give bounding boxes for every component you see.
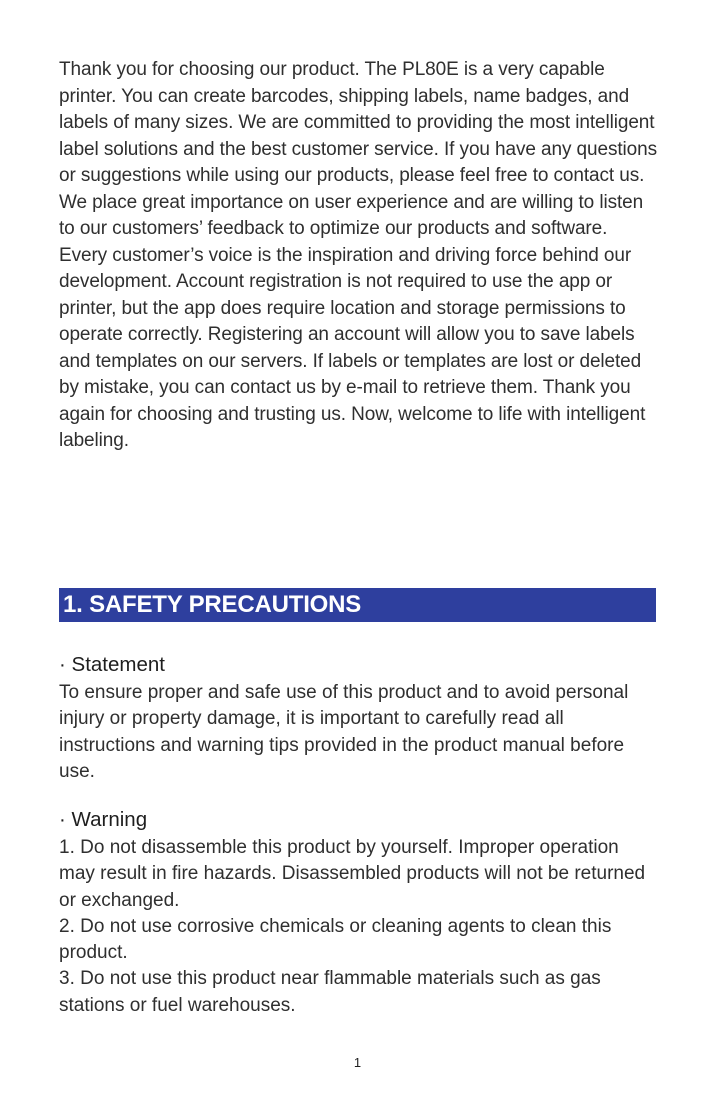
statement-text: To ensure proper and safe use of this product and to avoid personal injury or property damage, it is important to carefully read all instructions and warning tips provided in the product manual before use. <box>59 682 629 782</box>
warning-item-3: 3. Do not use this product near flammable materials such as gas stations or fuel warehouses. <box>59 968 601 1016</box>
statement-heading: · Statement <box>59 653 165 676</box>
warning-item-1: 1. Do not disassemble this product by yourself. Improper operation may result in fire hazards. Disassembled products will not be returned or exchanged. <box>59 837 646 911</box>
intro-paragraph: Thank you for choosing our product. The PL80E is a very capable printer. You can create barcodes, shipping labels, name badges, and labels of many sizes. We are committed to providing the most intelligent label solutions and the best customer service. If you have any questions or suggestions while using our products, please feel free to contact us. We place great importance on user experience and are willing to listen to our customers’ feedback to optimize our products and software. Every customer’s voice is the inspiration and driving force behind our development. Account registration is not required to use the app or printer, but the app does require location and storage permissions to operate correctly. Registering an account will allow you to save labels and templates on our servers. If labels or templates are lost or deleted by mistake, you can contact us by e-mail to retrieve them. Thank you again for choosing and trusting us. Now, welcome to life with intelligent labeling. <box>59 59 657 451</box>
warning-item-2: 2. Do not use corrosive chemicals or cleaning agents to clean this product. <box>59 915 612 964</box>
warning-list <box>59 835 659 1019</box>
warning-heading: · Warning <box>59 808 148 831</box>
section-title-safety-precautions: 1. SAFETY PRECAUTIONS <box>59 588 656 622</box>
page-number: 1 <box>353 1055 362 1070</box>
